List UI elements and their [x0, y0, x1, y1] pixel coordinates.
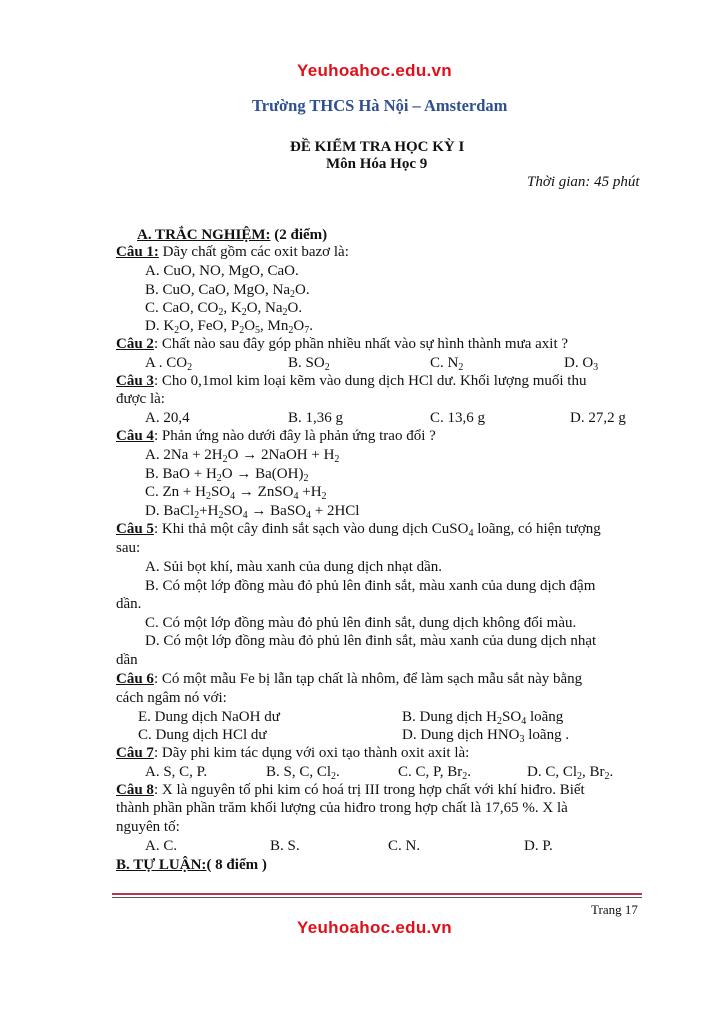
subject-title: Môn Hóa Học 9 — [326, 156, 428, 172]
q5-option-b: B. Có một lớp đồng màu đỏ phủ lên đinh sắt, màu xanh của dung dịch đậm — [145, 578, 596, 594]
q5-option-b-cont: dần. — [116, 596, 142, 612]
q1-option-d: D. $K_2O$, FeO, $P_2O_5$, $Mn_2O_7$. — [145, 318, 313, 336]
q5-option-a: A. Sủi bọt khí, màu xanh của dung dịch nhạt dần. — [145, 559, 443, 575]
q5-option-d: D. Có một lớp đồng màu đỏ phủ lên đinh sắt, màu xanh của dung dịch nhạt — [145, 633, 597, 649]
q6-option-e: E. Dung dịch NaOH dư — [138, 709, 280, 725]
q2-option-b: B. $SO_2$ — [288, 355, 330, 373]
q5-option-c: C. Có một lớp đồng màu đỏ phủ lên đinh sắt, dung dịch không đổi màu. — [145, 615, 577, 631]
footer-divider-thin — [112, 897, 642, 898]
question-6-cont: cách ngâm nó với: — [116, 690, 227, 706]
page-number: Trang 17 — [591, 902, 638, 917]
q5-option-d-cont: dần — [116, 652, 138, 668]
question-1: Câu 1: Dãy chất gồm các oxit bazơ là: — [116, 244, 349, 260]
q6-option-b: B. Dung dịch $H_2SO_4$ loãng — [402, 709, 564, 727]
q4-option-a: A. $2Na + 2H_2O$ → 2NaOH + $H_2$ — [145, 447, 340, 465]
question-8: Câu 8: X là nguyên tố phi kim có hoá trị III trong hợp chất với khí hiđro. Biết — [116, 782, 585, 798]
q2-option-d: D. $O_3$ — [564, 355, 599, 373]
section-a-heading: A. TRẮC NGHIỆM: (2 điểm) — [137, 227, 328, 243]
question-2: Câu 2: Chất nào sau đây góp phần nhiều nhất vào sự hình thành mưa axit ? — [116, 336, 569, 352]
q6-option-d: D. Dung dịch $HNO_3$ loãng . — [402, 727, 570, 745]
question-8-cont: thành phần phần trăm khối lượng của hiđro trong hợp chất là 17,65 %. X là — [116, 800, 568, 816]
q7-option-b: B. S, C, $Cl_2$. — [266, 764, 340, 782]
q7-option-c: C. C, P, $Br_2$. — [398, 764, 471, 782]
q2-option-a: A . $CO_2$ — [145, 355, 193, 373]
question-3: Câu 3: Cho 0,1mol kim loại kẽm vào dung dịch HCl dư. Khối lượng muối thu — [116, 373, 587, 389]
q4-option-c: C. $Zn + H_2SO_4$ → ZnSO$_4$ $+H_2$ — [145, 484, 327, 502]
question-8-cont2: nguyên tố: — [116, 819, 180, 835]
q3-option-c: C. 13,6 g — [430, 410, 486, 426]
q3-option-d: D. 27,2 g — [570, 410, 626, 426]
q3-option-b: B. 1,36 g — [288, 410, 344, 426]
q8-option-a: A. C. — [145, 838, 178, 854]
q3-option-a: A. 20,4 — [145, 410, 190, 426]
footer-divider — [112, 893, 642, 895]
q8-option-b: B. S. — [270, 838, 300, 854]
q1-option-b: B. CuO, CaO, MgO, $Na_2O$. — [145, 282, 310, 300]
question-3-cont: được là: — [116, 391, 165, 407]
q1-option-c: C. CaO, $CO_2$, $K_2O$, $Na_2O$. — [145, 300, 303, 318]
section-b-heading: B. TỰ LUẬN:( 8 điểm ) — [116, 857, 267, 873]
question-4: Câu 4: Phản ứng nào dưới đây là phản ứng trao đổi ? — [116, 428, 436, 444]
q8-option-d: D. P. — [524, 838, 553, 854]
site-watermark-bottom: Yeuhoahoc.edu.vn — [297, 918, 452, 937]
q4-option-b: B. BaO + $H_2O \to Ba(OH)_2$ — [145, 466, 309, 484]
q2-option-c: C. $N_2$ — [430, 355, 464, 373]
site-watermark-top: Yeuhoahoc.edu.vn — [297, 61, 452, 80]
q4-option-d: D. $BaCl_2+H_2SO_4$ → BaSO$_4$ + 2HCl — [145, 503, 360, 521]
q6-option-c: C. Dung dịch HCl dư — [138, 727, 267, 743]
q7-option-a: A. S, C, P. — [145, 764, 208, 780]
question-6: Câu 6: Có một mẫu Fe bị lẫn tạp chất là nhôm, để làm sạch mẫu sắt này bằng — [116, 671, 583, 687]
question-7: Câu 7: Dãy phi kim tác dụng với oxi tạo thành oxit axit là: — [116, 745, 470, 761]
question-5-cont: sau: — [116, 540, 141, 556]
question-5: Câu 5: Khi thả một cây đinh sắt sạch vào dung dịch CuSO$_4$ loãng, có hiện tượng — [116, 521, 601, 539]
exam-title: ĐỀ KIỂM TRA HỌC KỲ I — [290, 139, 465, 155]
exam-time: Thời gian: 45 phút — [527, 174, 640, 190]
q7-option-d: D. C, $Cl_2$, $Br_2$. — [527, 764, 614, 782]
q1-option-a: A. CuO, NO, MgO, CaO. — [145, 263, 299, 279]
school-name: Trường THCS Hà Nội – Amsterdam — [252, 96, 508, 115]
q8-option-c: C. N. — [388, 838, 421, 854]
